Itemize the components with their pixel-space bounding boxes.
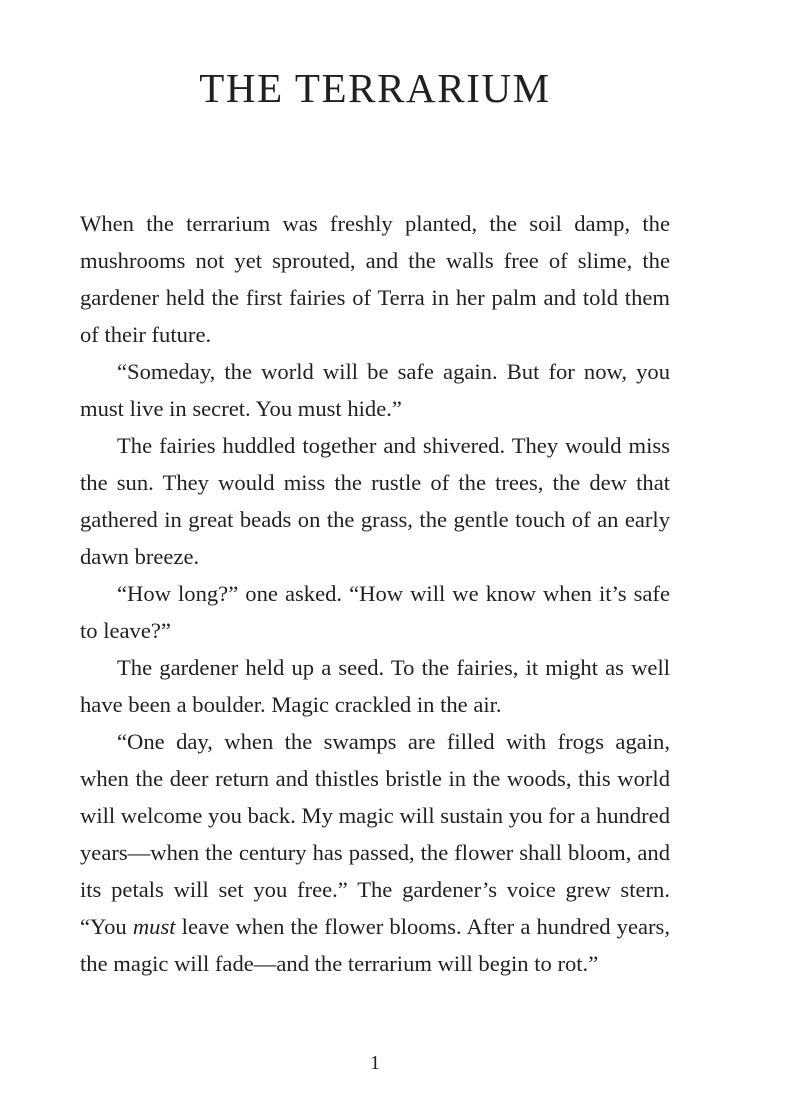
paragraph-5: The gardener held up a seed. To the fairies, it might as well have been a boulder. Magic crackled in the air. [80,655,670,717]
paragraph-1: When the terrarium was freshly planted, the soil damp, the mushrooms not yet sprouted, and the walls free of slime, the gardener held the first fairies of Terra in her palm and told them of their future. [80,211,670,347]
paragraph-4: “How long?” one asked. “How will we know when it’s safe to leave?” [80,581,670,643]
paragraph-6-text-before: “One day, when the swamps are filled with frogs again, when the deer return and thistles bristle in the woods, this world will welcome you back. My magic will sustain you for a hundred years—when the century has passed, the flower shall bloom, and its petals will set you free.” The gardener’s voice grew stern. “You [80,729,670,939]
paragraph-3: The fairies huddled together and shivered. They would miss the sun. They would miss the rustle of the trees, the dew that gathered in great beads on the grass, the gentle touch of an early dawn breeze. [80,433,670,569]
chapter-body [80,205,670,982]
chapter-title: THE TERRARIUM [199,65,551,111]
page-number: 1 [370,1052,380,1074]
paragraph-2: “Someday, the world will be safe again. But for now, you must live in secret. You must hide.” [80,359,670,421]
paragraph-6-emphasis: must [132,914,176,939]
paragraph-6 [80,723,670,982]
paragraph-6-text-after: leave when the flower blooms. After a hundred years, the magic will fade—and the terrarium will begin to rot.” [80,914,670,976]
